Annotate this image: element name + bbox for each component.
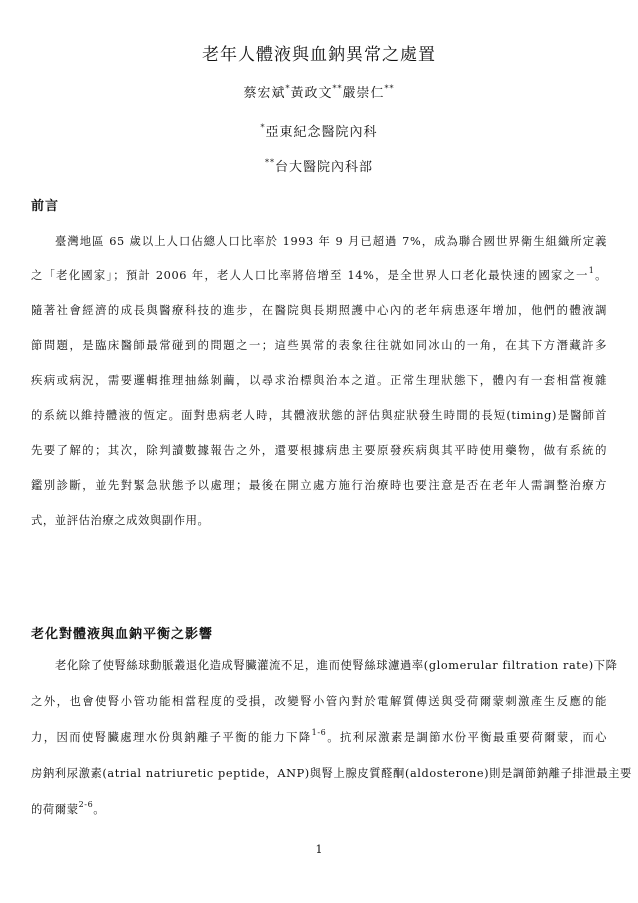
line-text: 式，並評估治療之成效與副作用。 <box>31 514 210 527</box>
line-text: 房鈉利尿激素(atrial natriuretic peptide，ANP)與腎上腺皮質醛酮(aldosterone)則是調節鈉離子排泄最主要 <box>31 767 632 780</box>
line-text: 老化除了使腎絲球動脈叢退化造成腎臟灌流不足，進而使腎絲球濾過率(glomerular filtration rate)下降 <box>55 659 618 672</box>
author-name: 黃政文 <box>290 86 333 101</box>
line-text: 之外，也會使腎小管功能相當程度的受損，改變腎小管內對於電解質傳送與受荷爾蒙刺激產生反應的能 <box>31 695 607 708</box>
paragraph-line <box>31 513 607 529</box>
author-name: 嚴崇仁 <box>342 86 385 101</box>
paragraph-line <box>55 658 618 674</box>
line-text: 臺灣地區 65 歲以上人口佔總人口比率於 1993 年 9 月已超過 7%，成為聯合國世界衛生組織所定義 <box>55 235 607 248</box>
page-number: 1 <box>315 843 323 856</box>
affiliation-mark: ** <box>384 84 395 93</box>
affiliation-mark: * <box>260 123 266 132</box>
line-tail: 。抗利尿激素是調節水份平衡最重要荷爾蒙，而心 <box>326 731 607 744</box>
line-text: 鑑別診斷，並先對緊急狀態予以處理；最後在開立處方施行治療時也要注意是否在老年人需調整治療方 <box>31 479 607 492</box>
paragraph-line <box>31 694 607 710</box>
line-text: 節問題，是臨床醫師最常碰到的問題之一；這些異常的表象往往就如同冰山的一角，在其下方潛藏許多 <box>31 339 607 352</box>
author-name: 蔡宏斌 <box>243 86 286 101</box>
paragraph-line <box>31 802 607 818</box>
citation-mark: 1-6 <box>311 728 327 737</box>
paragraph-line <box>31 338 607 354</box>
affiliation-line <box>0 156 638 175</box>
paragraph-line <box>31 408 607 424</box>
affiliation-name: 台大醫院內科部 <box>274 160 373 175</box>
citation-mark: 2-6 <box>78 800 94 809</box>
line-tail: 。 <box>594 269 607 282</box>
paragraph-line <box>31 766 632 782</box>
affiliation-name: 亞東紀念醫院內科 <box>265 125 378 140</box>
line-text: 先要了解的；其次，除判讀數據報告之外，還要根據病患主要原發疾病與其平時使用藥物，做有系統的 <box>31 444 607 457</box>
line-text: 隨著社會經濟的成長與醫療科技的進步，在醫院與長期照護中心內的老年病患逐年增加，他們的體液調 <box>31 304 607 317</box>
paragraph-line <box>55 234 607 250</box>
affiliation-mark: ** <box>332 84 343 93</box>
citation-mark: 1 <box>588 266 595 275</box>
line-text: 的系統以維持體液的恆定。面對患病老人時，其體液狀態的評估與症狀發生時間的長短(timing)是醫師首 <box>31 409 607 422</box>
affiliation-mark: ** <box>264 158 275 167</box>
section-heading-aging: 老化對體液與血鈉平衡之影響 <box>31 627 214 642</box>
paragraph-line <box>31 730 607 746</box>
line-text: 力，因而使腎臟處理水份與鈉離子平衡的能力下降 <box>31 731 312 744</box>
line-tail: 。 <box>93 803 106 816</box>
line-text: 之「老化國家」；預計 2006 年，老人人口比率將倍增至 14%，是全世界人口老化最快速的國家之一 <box>31 269 589 282</box>
paragraph-line <box>31 373 607 389</box>
document-title: 老年人體液與血鈉異常之處置 <box>202 45 436 65</box>
author-line <box>0 82 638 101</box>
paragraph-line <box>31 303 607 319</box>
affiliation-line <box>0 121 638 140</box>
line-text: 疾病或病況，需要邏輯推理抽絲剝繭，以尋求治標與治本之道。正常生理狀態下，體內有一套相當複雜 <box>31 374 607 387</box>
paragraph-line <box>31 443 607 459</box>
affiliation-mark: * <box>285 84 291 93</box>
paragraph-line <box>31 268 607 284</box>
line-text: 的荷爾蒙 <box>31 803 79 816</box>
paragraph-line <box>31 478 607 494</box>
section-heading-intro: 前言 <box>31 199 60 214</box>
